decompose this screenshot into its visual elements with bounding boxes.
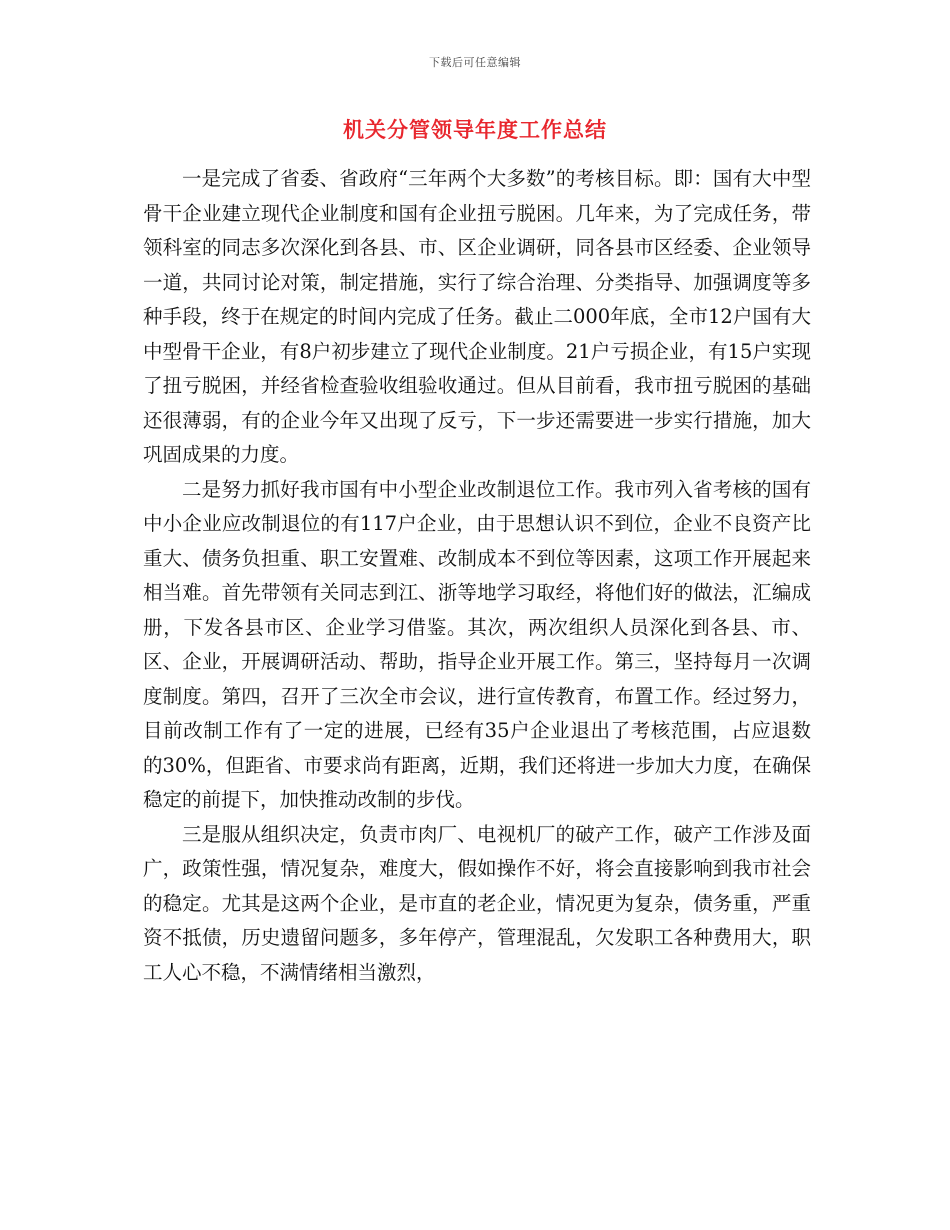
- document-title: 机关分管领导年度工作总结: [343, 117, 607, 142]
- document-body: [143, 162, 811, 990]
- paragraph-3: 三是服从组织决定，负责市肉厂、电视机厂的破产工作，破产工作涉及面广，政策性强，情况复杂，难度大，假如操作不好，将会直接影响到我市社会的稳定。尤其是这两个企业，是市直的老企业，情况更为复杂，债务重，严重资不抵债，历史遗留问题多，多年停产，管理混乱，欠发职工各种费用大，职工人心不稳，不满情绪相当激烈，: [143, 822, 811, 984]
- paragraph-1: 一是完成了省委、省政府“三年两个大多数”的考核目标。即：国有大中型骨干企业建立现代企业制度和国有企业扭亏脱困。几年来，为了完成任务，带领科室的同志多次深化到各县、市、区企业调研，同各县市区经委、企业领导一道，共同讨论对策，制定措施，实行了综合治理、分类指导、加强调度等多种手段，终于在规定的时间内完成了任务。截止二000年底，全市12户国有大中型骨干企业，有8户初步建立了现代企业制度。21户亏损企业，有15户实现了扭亏脱困，并经省检查验收组验收通过。但从目前看，我市扭亏脱困的基础还很薄弱，有的企业今年又出现了反亏，下一步还需要进一步实行措施，加大巩固成果的力度。: [143, 167, 811, 466]
- download-note: 下载后可任意编辑: [429, 56, 521, 69]
- paragraph-2: 二是努力抓好我市国有中小型企业改制退位工作。我市列入省考核的国有中小企业应改制退位的有117户企业，由于思想认识不到位，企业不良资产比重大、债务负担重、职工安置难、改制成本不到位等因素，这项工作开展起来相当难。首先带领有关同志到江、浙等地学习取经，将他们好的做法，汇编成册，下发各县市区、企业学习借鉴。其次，两次组织人员深化到各县、市、区、企业，开展调研活动、帮助，指导企业开展工作。第三，坚持每月一次调度制度。第四，召开了三次全市会议，进行宣传教育，布置工作。经过努力，目前改制工作有了一定的进展，已经有35户企业退出了考核范围，占应退数的30%，但距省、市要求尚有距离，近期，我们还将进一步加大力度，在确保稳定的前提下，加快推动改制的步伐。: [143, 477, 811, 811]
